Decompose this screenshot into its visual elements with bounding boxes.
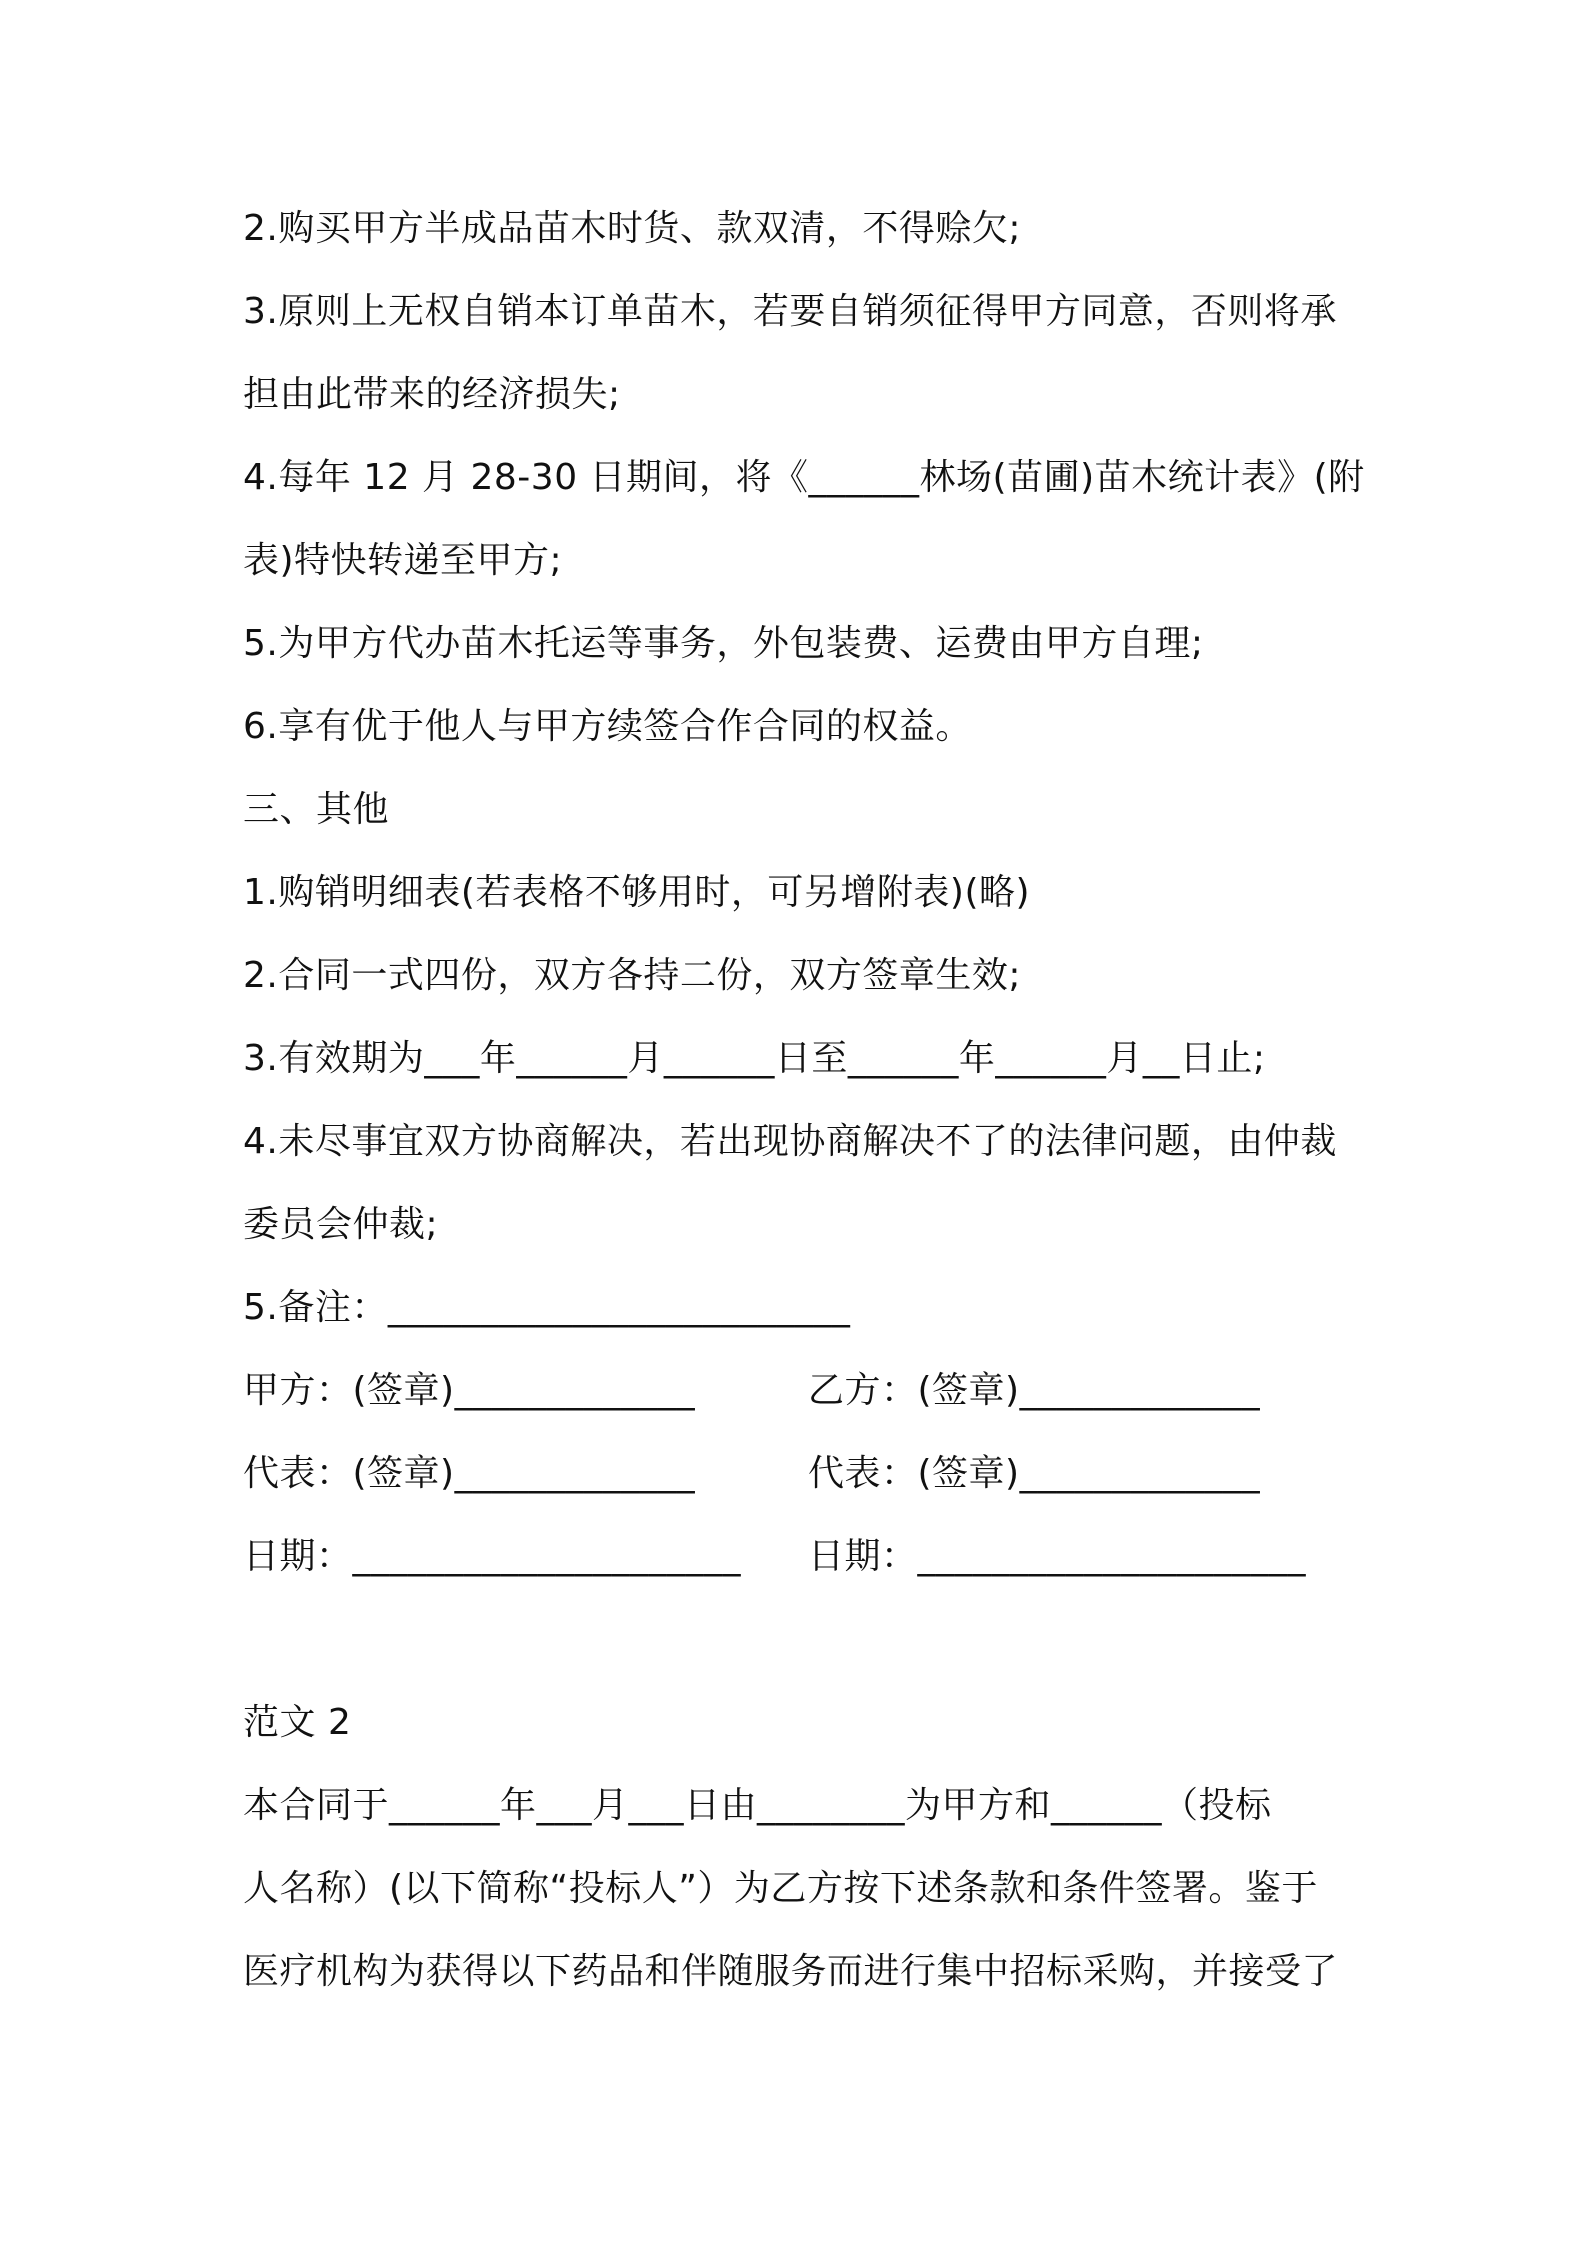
sample-2-line-2: 人名称）(以下简称“投标人”）为乙方按下述条款和条件签署。鉴于 [243,1868,1318,1909]
other-clause-2: 2.合同一式四份，双方各持二份，双方签章生效; [243,955,1021,996]
party-a-representative: 代表：(签章)_____________ [243,1453,696,1494]
party-b-signature: 乙方：(签章)_____________ [808,1370,1261,1411]
other-clause-4: 4.未尽事宜双方协商解决，若出现协商解决不了的法律问题，由仲裁 [243,1121,1337,1162]
party-b-date: 日期：_____________________ [808,1536,1307,1577]
clause-4-cont: 表)特快转递至甲方; [243,540,563,581]
party-b-representative: 代表：(签章)_____________ [808,1453,1261,1494]
party-a-date: 日期：_____________________ [243,1536,742,1577]
sample-2-line-3: 医疗机构为获得以下药品和伴随服务而进行集中招标采购，并接受了 [243,1951,1339,1992]
sample-2-line-1: 本合同于______年___月___日由________为甲方和______（投标 [243,1785,1272,1826]
section-heading-other: 三、其他 [243,789,390,830]
clause-3: 3.原则上无权自销本订单苗木，若要自销须征得甲方同意，否则将承 [243,291,1337,332]
sample-2-title: 范文 2 [243,1702,352,1743]
clause-4: 4.每年 12 月 28-30 日期间，将《______林场(苗圃)苗木统计表》(附 [243,457,1365,498]
other-clause-3: 3.有效期为___年______月______日至______年______月__日止; [243,1038,1266,1079]
party-a-signature: 甲方：(签章)_____________ [243,1370,696,1411]
other-clause-4-cont: 委员会仲裁; [243,1204,439,1245]
clause-5: 5.为甲方代办苗木托运等事务，外包装费、运费由甲方自理; [243,623,1204,664]
other-clause-5-remarks: 5.备注：_________________________ [243,1287,851,1328]
other-clause-1: 1.购销明细表(若表格不够用时，可另增附表)(略) [243,872,1031,913]
clause-2: 2.购买甲方半成品苗木时货、款双清，不得赊欠; [243,208,1021,249]
clause-6: 6.享有优于他人与甲方续签合作合同的权益。 [243,706,972,747]
clause-3-cont: 担由此带来的经济损失; [243,374,621,415]
